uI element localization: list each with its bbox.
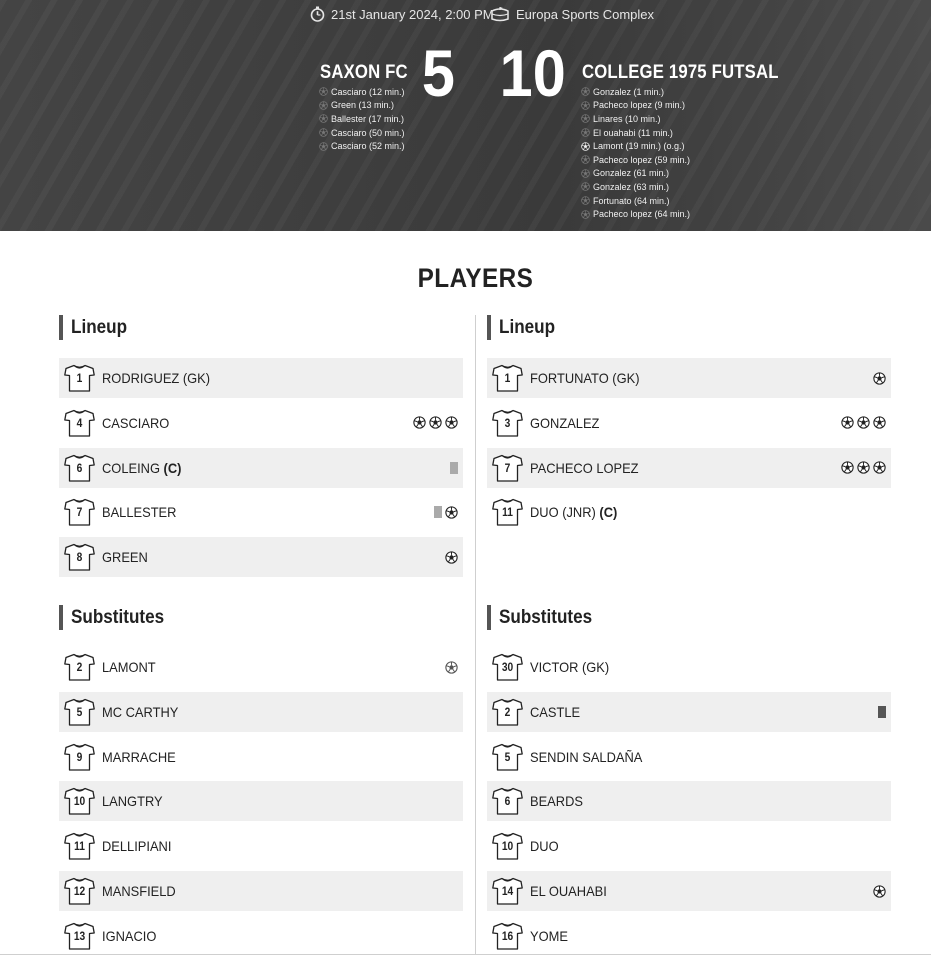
player-events: [434, 492, 458, 532]
player-number: 1: [504, 371, 511, 385]
player-number: 30: [501, 660, 514, 674]
ball-icon: [581, 101, 590, 110]
ball-icon: [413, 416, 426, 429]
player-jersey: [64, 498, 95, 526]
player-number: 8: [76, 550, 83, 565]
player-jersey: [492, 409, 523, 437]
ball-icon: [873, 461, 886, 474]
scorer-text: Fortunato (64 min.): [593, 195, 670, 206]
player-row[interactable]: [487, 448, 891, 488]
ball-icon: [581, 114, 590, 123]
match-venue: [490, 5, 654, 23]
home-scorers-list: [319, 85, 405, 153]
scorer-item: [581, 85, 690, 99]
player-jersey: [492, 832, 523, 860]
player-row[interactable]: [59, 492, 463, 532]
player-name[interactable]: FORTUNATO (GK): [530, 370, 640, 386]
ball-icon: [873, 416, 886, 429]
player-number: 11: [502, 505, 513, 520]
player-name-wrap: [102, 883, 176, 899]
scorer-item: [319, 139, 405, 153]
scorer-text: Ballester (17 min.): [331, 113, 405, 124]
player-name[interactable]: GREEN: [102, 549, 148, 566]
player-name[interactable]: MC CARTHY: [102, 703, 179, 720]
ball-icon: [857, 416, 870, 429]
player-events: [841, 448, 886, 488]
scorer-item: [581, 153, 690, 167]
player-row[interactable]: [59, 916, 463, 956]
player-number: 13: [73, 928, 86, 943]
scorer-item: [581, 139, 690, 153]
ball-icon: [581, 87, 590, 96]
player-row[interactable]: [59, 647, 463, 687]
player-name[interactable]: LANGTRY: [102, 793, 163, 810]
ball-icon: [319, 142, 328, 151]
player-events: [413, 403, 458, 443]
player-name-wrap: [530, 838, 559, 854]
player-name-wrap: [530, 928, 568, 944]
ball-icon: [581, 128, 590, 137]
player-number: 6: [504, 794, 511, 809]
scorer-item: [581, 99, 690, 113]
player-row[interactable]: [487, 358, 891, 398]
player-row[interactable]: [59, 871, 463, 911]
scorer-text: Gonzalez (63 min.): [593, 181, 670, 192]
player-number: 6: [76, 460, 83, 475]
scorer-item: [581, 167, 690, 181]
ball-icon: [319, 114, 328, 123]
player-number: 12: [73, 884, 86, 898]
player-events: [873, 871, 886, 911]
player-row[interactable]: [487, 403, 891, 443]
scorer-item: [581, 207, 690, 221]
ball-icon: [841, 461, 854, 474]
player-jersey: [64, 653, 95, 681]
ball-icon: [445, 416, 458, 429]
match-meta: [0, 5, 931, 23]
player-name[interactable]: GONZALEZ: [530, 414, 600, 431]
player-jersey: [64, 409, 95, 437]
player-name-wrap: [102, 549, 148, 565]
player-jersey: [492, 922, 523, 950]
card-icon: [450, 462, 458, 474]
scorer-item: [581, 112, 690, 126]
scorer-text: Pacheco lopez (64 min.): [593, 209, 691, 220]
player-row[interactable]: [59, 537, 463, 577]
player-name[interactable]: DELLIPIANI: [102, 838, 172, 855]
player-name[interactable]: YOME: [530, 927, 568, 944]
ball-icon: [581, 196, 590, 205]
ball-icon: [445, 506, 458, 519]
player-name[interactable]: BALLESTER: [102, 504, 177, 521]
player-row[interactable]: [487, 871, 891, 911]
scorer-text: Lamont (19 min.) (o.g.): [593, 141, 685, 152]
ball-icon: [857, 461, 870, 474]
player-name[interactable]: LAMONT: [102, 659, 156, 675]
player-row[interactable]: [487, 826, 891, 866]
player-name[interactable]: MANSFIELD: [102, 883, 176, 899]
player-name[interactable]: PACHECO LOPEZ: [530, 459, 639, 476]
away-subs-heading: Substitutes: [487, 605, 602, 630]
player-events: [450, 448, 458, 488]
captain-badge: (C): [599, 504, 618, 521]
player-row[interactable]: [59, 403, 463, 443]
player-name[interactable]: RODRIGUEZ (GK): [102, 370, 211, 386]
player-name-wrap: [102, 704, 178, 720]
player-row[interactable]: [59, 448, 463, 488]
player-events: [445, 537, 458, 577]
player-row[interactable]: [487, 781, 891, 821]
player-name[interactable]: BEARDS: [530, 793, 583, 810]
player-number: 2: [504, 704, 511, 719]
player-number: 3: [504, 415, 511, 430]
player-row[interactable]: [487, 647, 891, 687]
match-datetime: [310, 5, 494, 23]
player-jersey: [64, 877, 95, 905]
datetime-text: 21st January 2024, 2:00 PM: [331, 6, 494, 22]
player-name-wrap: [102, 504, 176, 520]
scorer-item: [581, 180, 690, 194]
scorer-item: [581, 194, 690, 208]
scorer-text: Pacheco lopez (59 min.): [593, 154, 691, 165]
ball-icon: [841, 416, 854, 429]
player-row[interactable]: [59, 826, 463, 866]
player-number: 1: [76, 371, 83, 385]
scorer-text: Casciaro (52 min.): [331, 141, 405, 152]
player-name[interactable]: SENDIN SALDAÑA: [530, 748, 643, 765]
player-name-wrap: [102, 415, 169, 431]
home-subs-heading: Substitutes: [59, 605, 174, 630]
player-name-wrap: [530, 704, 580, 720]
scorer-text: Gonzalez (61 min.): [593, 168, 670, 179]
player-name[interactable]: MARRACHE: [102, 748, 176, 765]
scorer-item: [319, 99, 405, 113]
player-jersey: [64, 364, 95, 392]
player-number: 5: [76, 704, 83, 719]
player-name-wrap: [530, 504, 617, 520]
match-header: [0, 0, 931, 231]
scorer-item: [581, 126, 690, 140]
player-events: [445, 647, 458, 687]
player-number: 16: [501, 928, 514, 943]
player-number: 14: [501, 884, 514, 898]
ball-icon: [319, 87, 328, 96]
scorer-text: Linares (10 min.): [593, 113, 661, 124]
player-jersey: [492, 877, 523, 905]
scorer-item: [319, 112, 405, 126]
player-jersey: [64, 832, 95, 860]
ball-icon: [581, 169, 590, 178]
away-scorers-list: [581, 85, 690, 221]
player-jersey: [492, 698, 523, 726]
player-jersey: [64, 698, 95, 726]
player-jersey: [64, 787, 95, 815]
ball-icon: [319, 128, 328, 137]
venue-text: Europa Sports Complex: [516, 6, 655, 22]
home-score: 5: [421, 36, 455, 110]
player-name[interactable]: CASCIARO: [102, 414, 170, 431]
player-name-wrap: [102, 460, 181, 476]
player-events: [873, 358, 886, 398]
player-row[interactable]: [59, 781, 463, 821]
ball-icon: [429, 416, 442, 429]
scorer-text: Casciaro (12 min.): [331, 86, 405, 97]
player-number: 9: [76, 749, 83, 764]
player-name-wrap: [530, 460, 639, 476]
player-jersey: [492, 653, 523, 681]
ball-icon: [873, 885, 886, 898]
player-number: 10: [73, 794, 86, 809]
player-name[interactable]: DUO: [530, 838, 559, 855]
player-events: [878, 692, 886, 732]
player-name[interactable]: COLEING: [102, 459, 160, 476]
player-name-wrap: [530, 659, 609, 675]
player-name-wrap: [530, 793, 583, 809]
own-goal-icon: [581, 142, 590, 151]
scorer-text: Gonzalez (1 min.): [593, 86, 665, 97]
scorer-text: Casciaro (50 min.): [331, 127, 405, 138]
card-icon: [878, 706, 886, 718]
player-jersey: [492, 498, 523, 526]
player-number: 10: [501, 839, 514, 854]
ball-icon: [581, 210, 590, 219]
card-icon: [434, 506, 442, 518]
player-row[interactable]: [487, 692, 891, 732]
home-lineup-heading: Lineup: [59, 315, 133, 340]
player-row[interactable]: [59, 737, 463, 777]
stopwatch-icon: [310, 6, 325, 22]
captain-badge: (C): [163, 459, 182, 476]
player-row[interactable]: [487, 737, 891, 777]
ball-icon: [445, 551, 458, 564]
player-number: 4: [76, 415, 83, 430]
player-name-wrap: [102, 928, 156, 944]
player-row[interactable]: [59, 358, 463, 398]
player-jersey: [64, 543, 95, 571]
player-name-wrap: [530, 749, 642, 765]
player-name-wrap: [530, 883, 607, 899]
player-jersey: [492, 743, 523, 771]
player-number: 7: [76, 505, 83, 520]
player-jersey: [64, 743, 95, 771]
player-name-wrap: [102, 838, 171, 854]
player-name[interactable]: DUO (JNR): [530, 504, 596, 521]
player-name-wrap: [530, 370, 639, 386]
scorer-text: El ouahabi (11 min.): [593, 127, 673, 138]
ball-icon: [319, 101, 328, 110]
player-row[interactable]: [59, 692, 463, 732]
own-goal-icon: [445, 661, 458, 674]
bottom-divider: [0, 954, 931, 955]
player-jersey: [64, 922, 95, 950]
player-jersey: [492, 787, 523, 815]
player-jersey: [492, 364, 523, 392]
players-title: PLAYERS: [417, 263, 534, 293]
player-name-wrap: [102, 659, 156, 675]
player-jersey: [64, 454, 95, 482]
player-row[interactable]: [487, 492, 891, 532]
home-team-name[interactable]: SAXON FC: [320, 62, 408, 83]
player-row[interactable]: [487, 916, 891, 956]
player-name[interactable]: IGNACIO: [102, 927, 157, 944]
scorer-item: [319, 85, 405, 99]
player-name-wrap: [102, 370, 210, 386]
ball-icon: [581, 182, 590, 191]
stadium-icon: [490, 6, 510, 22]
away-score: 10: [499, 36, 566, 110]
ball-icon: [873, 372, 886, 385]
player-name-wrap: [530, 415, 599, 431]
ball-icon: [581, 155, 590, 164]
player-number: 5: [504, 749, 511, 764]
player-number: 11: [74, 839, 85, 854]
scorer-text: Pacheco lopez (9 min.): [593, 100, 686, 111]
column-divider: [475, 315, 476, 955]
scorer-text: Green (13 min.): [331, 100, 395, 111]
scorer-item: [319, 126, 405, 140]
away-team-name[interactable]: COLLEGE 1975 FUTSAL: [582, 62, 779, 83]
player-number: 2: [76, 660, 83, 674]
player-name[interactable]: VICTOR (GK): [530, 659, 610, 675]
player-number: 7: [504, 460, 511, 475]
player-name[interactable]: EL OUAHABI: [530, 883, 607, 899]
away-lineup-heading: Lineup: [487, 315, 561, 340]
player-jersey: [492, 454, 523, 482]
player-name[interactable]: CASTLE: [530, 703, 581, 720]
player-name-wrap: [102, 793, 163, 809]
player-events: [841, 403, 886, 443]
player-name-wrap: [102, 749, 176, 765]
